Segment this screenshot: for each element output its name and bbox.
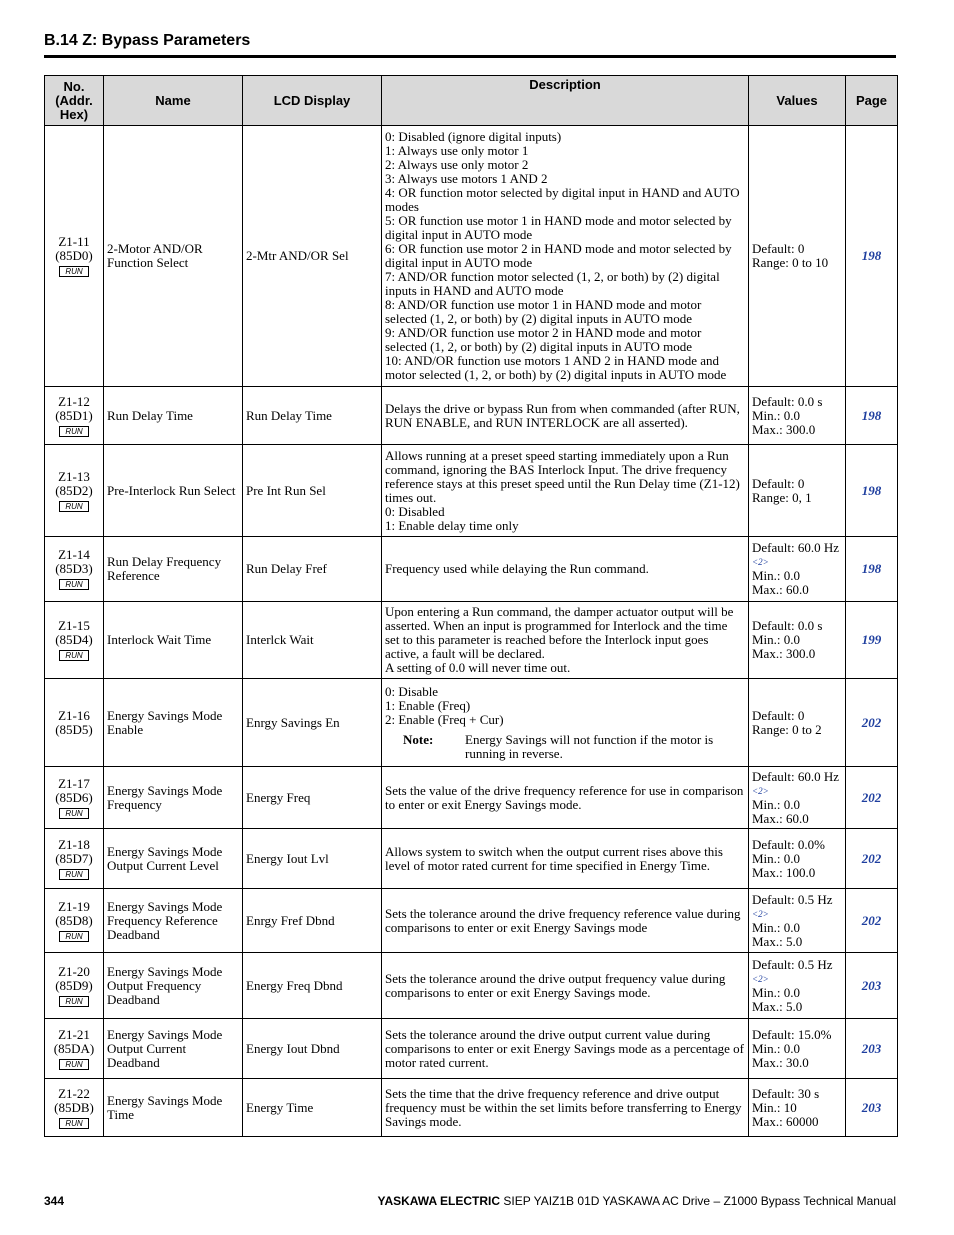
param-number-cell: [45, 1019, 104, 1079]
param-description: [382, 387, 749, 445]
param-number: Z1-21: [58, 1026, 90, 1042]
note: [385, 733, 745, 761]
default-value: Default: 60.0 Hz: [752, 540, 840, 555]
header-no: [45, 76, 104, 126]
page-cell: [846, 767, 898, 829]
page-cell: [846, 537, 898, 602]
param-description: [382, 537, 749, 602]
run-badge: RUN: [59, 996, 89, 1007]
page-cell: [846, 679, 898, 767]
param-values: [749, 679, 846, 767]
header-description: Description: [382, 76, 749, 126]
param-lcd-display: Pre Int Run Sel: [243, 445, 382, 537]
param-values: [749, 537, 846, 602]
value-line: Max.: 60000: [752, 1113, 819, 1129]
run-badge: RUN: [59, 650, 89, 661]
param-values: [749, 602, 846, 679]
default-value-line: [752, 958, 842, 986]
header-no-line: Hex): [59, 106, 89, 122]
value-line: Max.: 300.0: [752, 646, 816, 661]
page-link[interactable]: 202: [861, 850, 882, 866]
param-number-cell: [45, 445, 104, 537]
value-line: Default: 0: [752, 241, 805, 256]
footer-document-title: SIEP YAIZ1B 01D YASKAWA AC Drive – Z1000 Bypass Technical Manual: [500, 1194, 896, 1208]
param-number-cell: [45, 126, 104, 387]
default-value: Default: 60.0 Hz: [752, 768, 840, 784]
description-line: 8: AND/OR function use motor 1 in HAND mode and motor selected (1, 2, or both) by (2) digital inputs in AUTO mode: [385, 297, 702, 326]
value-line: Min.: 0.0: [752, 984, 801, 1000]
param-number-cell: [45, 767, 104, 829]
param-name: Energy Savings Mode Output Current Deadband: [104, 1019, 243, 1079]
param-number: Z1-12: [58, 393, 90, 409]
param-number-cell: [45, 679, 104, 767]
run-badge: RUN: [59, 501, 89, 512]
value-line: Max.: 60.0: [752, 810, 809, 826]
param-lcd-display: Interlck Wait: [243, 602, 382, 679]
page-link[interactable]: 203: [861, 1040, 882, 1056]
param-number: Z1-20: [58, 963, 90, 979]
param-description: [382, 767, 749, 829]
param-lcd-display: Run Delay Time: [243, 387, 382, 445]
param-description: [382, 445, 749, 537]
header-no-line: (Addr.: [55, 92, 93, 108]
page-link[interactable]: 198: [861, 248, 882, 263]
description-line: 0: Disabled: [385, 503, 445, 519]
description-line: 7: AND/OR function motor selected (1, 2, or both) by (2) digital inputs in HAND and AUTO mode: [385, 269, 720, 298]
description-line: 1: Always use only motor 1: [385, 143, 529, 158]
footer-brand: YASKAWA ELECTRIC: [377, 1194, 501, 1208]
description-line: 3: Always use motors 1 AND 2: [385, 171, 548, 186]
footnote-ref: <2>: [752, 785, 769, 796]
table-row: [45, 126, 898, 387]
description-line: 4: OR function motor selected by digital input in HAND and AUTO modes: [385, 185, 740, 214]
value-line: Max.: 5.0: [752, 933, 803, 949]
footnote-ref: <2>: [752, 557, 769, 567]
page-link[interactable]: 198: [861, 482, 882, 498]
value-line: Min.: 0.0: [752, 632, 801, 647]
table-row: [45, 602, 898, 679]
value-line: Range: 0 to 2: [752, 721, 822, 737]
header-lcd-display: LCD Display: [243, 76, 382, 126]
param-address: (85D8): [55, 912, 93, 928]
description-line: 10: AND/OR function use motors 1 AND 2 in HAND mode and motor selected (1, 2, or both) by (2) digital inputs in AUTO mode: [385, 353, 727, 382]
param-address: (85D3): [55, 561, 93, 576]
header-values: Values: [749, 76, 846, 126]
param-number: Z1-14: [58, 547, 90, 562]
description-line: Frequency used while delaying the Run command.: [385, 561, 649, 576]
param-lcd-display: Enrgy Fref Dbnd: [243, 889, 382, 953]
param-address: (85DA): [53, 1040, 95, 1056]
param-description: [382, 889, 749, 953]
param-lcd-display: Enrgy Savings En: [243, 679, 382, 767]
page-cell: [846, 1019, 898, 1079]
value-line: Min.: 0.0: [752, 796, 801, 812]
page-cell: [846, 889, 898, 953]
description-line: 1: Enable delay time only: [385, 517, 519, 533]
param-number-cell: [45, 537, 104, 602]
table-row: [45, 445, 898, 537]
table-row: [45, 1019, 898, 1079]
description-line: 0: Disable: [385, 683, 439, 699]
param-values: [749, 126, 846, 387]
param-name: Energy Savings Mode Frequency: [104, 767, 243, 829]
run-badge: RUN: [59, 808, 89, 819]
run-badge: RUN: [59, 931, 89, 942]
param-description: [382, 679, 749, 767]
param-values: [749, 1079, 846, 1137]
description-line: Allows running at a preset speed starting immediately upon a Run command, ignoring the BAS Interlock Input. The drive frequency reference stays at this preset speed until the Run Delay time (Z1-12) times out.: [385, 447, 740, 505]
description-line: 1: Enable (Freq): [385, 697, 471, 713]
param-name: Energy Savings Mode Time: [104, 1079, 243, 1137]
page-link[interactable]: 203: [861, 977, 882, 993]
description-line: A setting of 0.0 will never time out.: [385, 660, 571, 675]
footer-document-info: [378, 1194, 896, 1208]
table-row: [45, 1079, 898, 1137]
description-line: Sets the tolerance around the drive output frequency value during comparisons to enter or exit Energy Savings mode.: [385, 970, 726, 1000]
page-cell: [846, 1079, 898, 1137]
default-value-line: [752, 893, 842, 921]
page-cell: [846, 829, 898, 889]
table-body: [45, 126, 898, 1137]
table-row: [45, 767, 898, 829]
page-cell: [846, 126, 898, 387]
param-name: Energy Savings Mode Enable: [104, 679, 243, 767]
param-description: [382, 829, 749, 889]
description-line: Upon entering a Run command, the damper actuator output will be asserted. When an input is programmed for Interlock and the time set to this parameter is reached before the Interlock input goes active, a fault will be declared.: [385, 604, 734, 661]
description-line: Sets the time that the drive frequency reference and drive output frequency must be within the set limits before transferring to Energy Savings mode.: [385, 1085, 742, 1129]
param-description: [382, 126, 749, 387]
param-address: (85D5): [55, 721, 93, 737]
param-name: Interlock Wait Time: [104, 602, 243, 679]
value-line: Default: 0.0 s: [752, 393, 823, 409]
param-number: Z1-15: [58, 618, 90, 633]
value-line: Default: 30 s: [752, 1085, 820, 1101]
description-line: Sets the tolerance around the drive frequency reference value during comparisons to enter or exit Energy Savings mode: [385, 905, 741, 935]
param-number: Z1-17: [58, 775, 90, 791]
value-line: Max.: 300.0: [752, 421, 816, 437]
param-number: Z1-11: [58, 234, 90, 249]
page-cell: [846, 387, 898, 445]
footnote-ref: <2>: [752, 973, 769, 984]
description-line: 5: OR function use motor 1 in HAND mode and motor selected by digital input in AUTO mode: [385, 213, 732, 242]
note-text: Energy Savings will not function if the motor is running in reverse.: [465, 731, 714, 761]
param-description: [382, 953, 749, 1019]
param-lcd-display: Energy Freq: [243, 767, 382, 829]
default-value-line: [752, 770, 842, 798]
param-values: [749, 445, 846, 537]
value-line: Default: 0: [752, 707, 805, 723]
param-lcd-display: 2-Mtr AND/OR Sel: [243, 126, 382, 387]
param-address: (85D0): [55, 248, 93, 263]
header-page: Page: [846, 76, 898, 126]
value-line: Min.: 0.0: [752, 1040, 801, 1056]
param-lcd-display: Run Delay Fref: [243, 537, 382, 602]
description-line: 9: AND/OR function use motor 2 in HAND mode and motor selected (1, 2, or both) by (2) digital inputs in AUTO mode: [385, 325, 702, 354]
page-cell: [846, 445, 898, 537]
param-values: [749, 953, 846, 1019]
footnote-ref: <2>: [752, 908, 769, 919]
param-name: 2-Motor AND/OR Function Select: [104, 126, 243, 387]
param-address: (85D1): [55, 407, 93, 423]
param-number: Z1-13: [58, 468, 90, 484]
page-link[interactable]: 198: [861, 561, 882, 576]
run-badge: RUN: [59, 426, 89, 437]
param-lcd-display: Energy Time: [243, 1079, 382, 1137]
page-link[interactable]: 202: [861, 789, 882, 805]
description-line: Sets the value of the drive frequency reference for use in comparison to enter or exit Energy Savings mode.: [385, 782, 744, 812]
value-line: Min.: 0.0: [752, 568, 801, 583]
param-number-cell: [45, 387, 104, 445]
value-line: Max.: 100.0: [752, 864, 816, 880]
page-link[interactable]: 199: [861, 632, 882, 647]
section-title: B.14 Z: Bypass Parameters: [44, 32, 251, 49]
parameter-table: [44, 75, 898, 1137]
page-link[interactable]: 203: [861, 1099, 882, 1115]
title-rule: [44, 55, 896, 58]
param-name: Energy Savings Mode Frequency Reference Deadband: [104, 889, 243, 953]
value-line: Default: 15.0%: [752, 1026, 832, 1042]
param-number-cell: [45, 829, 104, 889]
table-row: [45, 889, 898, 953]
param-values: [749, 1019, 846, 1079]
header-name: Name: [104, 76, 243, 126]
param-name: Run Delay Frequency Reference: [104, 537, 243, 602]
description-line: 2: Enable (Freq + Cur): [385, 711, 504, 727]
param-address: (85D2): [55, 482, 93, 498]
description-line: Delays the drive or bypass Run from when commanded (after RUN, RUN ENABLE, and RUN INTERLOCK are all asserted).: [385, 400, 740, 430]
description-line: 6: OR function use motor 2 in HAND mode and motor selected by digital input in AUTO mode: [385, 241, 732, 270]
value-line: Min.: 10: [752, 1099, 797, 1115]
description-line: 2: Always use only motor 2: [385, 157, 529, 172]
page-link[interactable]: 202: [861, 912, 882, 928]
value-line: Min.: 0.0: [752, 850, 801, 866]
param-values: [749, 889, 846, 953]
note-label: Note:: [403, 731, 434, 747]
param-name: Energy Savings Mode Output Frequency Deadband: [104, 953, 243, 1019]
value-line: Min.: 0.0: [752, 919, 801, 935]
run-badge: RUN: [59, 1059, 89, 1070]
page-link[interactable]: 202: [861, 714, 882, 730]
param-number: Z1-18: [58, 836, 90, 852]
param-lcd-display: Energy Iout Dbnd: [243, 1019, 382, 1079]
value-line: Default: 0: [752, 475, 805, 491]
default-value: Default: 0.5 Hz: [752, 891, 833, 907]
default-value-line: [752, 541, 842, 569]
table-row: [45, 679, 898, 767]
param-number: Z1-19: [58, 898, 90, 914]
param-number-cell: [45, 953, 104, 1019]
table-row: [45, 953, 898, 1019]
param-address: (85D4): [55, 632, 93, 647]
run-badge: RUN: [59, 266, 89, 277]
param-lcd-display: Energy Freq Dbnd: [243, 953, 382, 1019]
param-name: Pre-Interlock Run Select: [104, 445, 243, 537]
default-value: Default: 0.5 Hz: [752, 956, 833, 972]
table-header-row: [45, 76, 898, 126]
table-row: [45, 829, 898, 889]
run-badge: RUN: [59, 579, 89, 590]
param-description: [382, 1019, 749, 1079]
param-number: Z1-22: [58, 1085, 90, 1101]
value-line: Min.: 0.0: [752, 407, 801, 423]
description-line: Allows system to switch when the output current rises above this level of motor rated current for time specified in Energy Time.: [385, 843, 723, 873]
page-cell: [846, 602, 898, 679]
value-line: Default: 0.0 s: [752, 618, 823, 633]
value-line: Max.: 60.0: [752, 582, 809, 597]
param-number-cell: [45, 602, 104, 679]
description-line: 0: Disabled (ignore digital inputs): [385, 129, 562, 144]
param-lcd-display: Energy Iout Lvl: [243, 829, 382, 889]
param-name: Run Delay Time: [104, 387, 243, 445]
value-line: Max.: 30.0: [752, 1054, 809, 1070]
table-row: [45, 387, 898, 445]
value-line: Range: 0 to 10: [752, 255, 829, 270]
param-address: (85DB): [54, 1099, 94, 1115]
footer-page-number: 344: [44, 1194, 65, 1208]
page-link[interactable]: 198: [861, 407, 882, 423]
run-badge: RUN: [59, 869, 89, 880]
param-address: (85D6): [55, 789, 93, 805]
param-values: [749, 387, 846, 445]
param-address: (85D7): [55, 850, 93, 866]
param-number-cell: [45, 889, 104, 953]
value-line: Default: 0.0%: [752, 836, 825, 852]
value-line: Max.: 5.0: [752, 998, 803, 1014]
param-address: (85D9): [55, 977, 93, 993]
run-badge: RUN: [59, 1118, 89, 1129]
page-cell: [846, 953, 898, 1019]
param-values: [749, 829, 846, 889]
param-values: [749, 767, 846, 829]
description-line: Sets the tolerance around the drive output current value during comparisons to enter or exit Energy Savings mode as a percentage of motor rated current.: [385, 1026, 744, 1070]
param-description: [382, 602, 749, 679]
table-row: [45, 537, 898, 602]
param-name: Energy Savings Mode Output Current Level: [104, 829, 243, 889]
param-description: [382, 1079, 749, 1137]
value-line: Range: 0, 1: [752, 489, 812, 505]
header-no-line: No.: [63, 78, 85, 94]
param-number-cell: [45, 1079, 104, 1137]
param-number: Z1-16: [58, 707, 90, 723]
